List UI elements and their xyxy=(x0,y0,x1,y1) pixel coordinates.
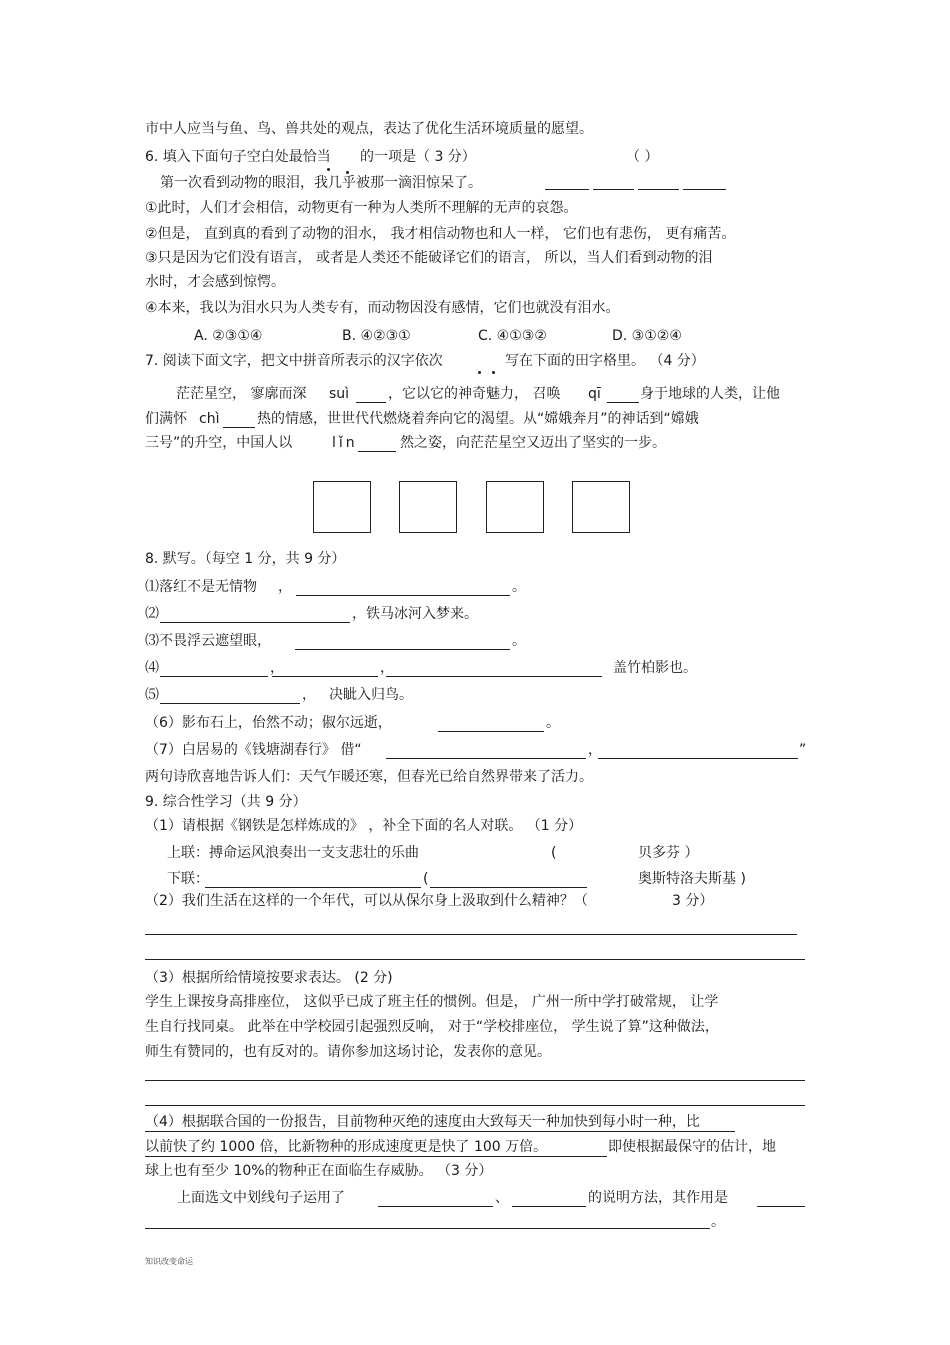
q6-sentence-3b: 水时，才会感到惊愕。 xyxy=(145,274,285,290)
q9-blank-couplet[interactable] xyxy=(205,887,421,888)
q9-p3-text-3: 师生有赞同的，也有反对的。请你参加这场讨论，发表你的意见。 xyxy=(145,1044,551,1060)
q9-p4d2: 、 xyxy=(495,1190,509,1206)
emphasis-dot xyxy=(492,371,495,374)
q8-l3b: 。 xyxy=(512,633,526,649)
q9-p3-text-2: 生自行找同桌。 此举在中学校园引起强烈反响， 对于“学校排座位， 学生说了算”这种做法， xyxy=(145,1019,719,1035)
q8-l7a: （7）白居易的《钱塘湖春行》 借“ xyxy=(145,742,362,758)
q7-stem: 7. 阅读下面文字，把文中拼音所表示的汉字依次 xyxy=(145,353,443,369)
pinyin-sui: suì xyxy=(329,386,350,402)
q7-p3a: 三号”的升空，中国人以 xyxy=(145,435,293,451)
q7-blank-qi[interactable] xyxy=(607,402,639,403)
q9-p3-text-1: 学生上课按身高排座位， 这似乎已成了班主任的惯例。但是， 广州一所中学打破常规， 让学 xyxy=(145,994,719,1010)
q8-l7c: ” xyxy=(799,742,807,758)
q6-option-c[interactable]: C. ④①③② xyxy=(478,328,547,344)
intro-line: 市中人应当与鱼、鸟、兽共处的观点，表达了优化生活环境质量的愿望。 xyxy=(145,121,593,137)
q9-p1: （1）请根据《钢铁是怎样炼成的》 ，补全下面的名人对联。 （1 分） xyxy=(145,818,583,834)
q7-blank-chi[interactable] xyxy=(223,427,255,428)
q9-stem: 9. 综合性学习（共 9 分） xyxy=(145,794,307,810)
q6-sentence-1: ①此时，人们才会相信，动物更有一种为人类所不理解的无声的哀怨。 xyxy=(145,200,578,216)
emphasis-dot xyxy=(327,168,330,171)
q9-p3: （3）根据所给情境按要求表达。 (2 分) xyxy=(145,970,393,986)
q8-l2a: ⑵ xyxy=(145,606,159,622)
q8-blank-7b[interactable] xyxy=(598,758,798,759)
q7-p1c: 身于地球的人类，让他 xyxy=(640,386,780,402)
q9-couplet-up-name: 贝多芬 ） xyxy=(638,845,699,861)
q9-couplet-down-paren: ( xyxy=(423,871,429,887)
q9-p4c: 球上也有至少 10%的物种正在面临生存威胁。 （3 分） xyxy=(145,1163,493,1179)
q9-blank-effect-2[interactable] xyxy=(145,1228,710,1229)
q9-p4d: 上面选文中划线句子运用了 xyxy=(177,1190,345,1206)
pinyin-chi: chì xyxy=(199,411,220,427)
q9-p4-underline-2 xyxy=(145,1156,607,1157)
q7-p3b: 然之姿，向茫茫星空又迈出了坚实的一步。 xyxy=(400,435,666,451)
q6-sentence-4: ④本来，我以为泪水只为人类专有，而动物因没有感情，它们也就没有泪水。 xyxy=(145,300,620,316)
q6-option-b[interactable]: B. ④②③① xyxy=(342,328,411,344)
q8-l3a: ⑶不畏浮云遮望眼， xyxy=(145,633,271,649)
tianzige-box-2[interactable] xyxy=(399,481,457,533)
q8-l1a: ⑴落红不是无情物 xyxy=(145,579,257,595)
pinyin-qi: qī xyxy=(588,386,601,402)
q7-p1b: ，它以它的神奇魅力， 召唤 xyxy=(388,386,561,402)
q9-answer-line-2a[interactable] xyxy=(145,934,797,935)
q9-couplet-down: 下联： xyxy=(167,871,209,887)
q9-p4-underline-1 xyxy=(145,1131,735,1132)
q6-stem: 6. 填入下面句子空白处最恰当 xyxy=(145,149,331,165)
q6-blank-3[interactable] xyxy=(638,189,679,190)
q8-l7b: ， xyxy=(588,742,602,758)
q9-blank-effect-1[interactable] xyxy=(757,1206,805,1207)
q6-blank-4[interactable] xyxy=(683,189,726,190)
q9-couplet-up-paren: ( xyxy=(551,845,557,861)
q8-l6a: （6）影布石上，佁然不动；俶尔远逝， xyxy=(145,715,392,731)
q8-blank-5[interactable] xyxy=(160,703,300,704)
q9-p4b: 以前快了约 1000 倍，比新物种的形成速度更是快了 100 万倍。 xyxy=(145,1139,548,1155)
q8-blank-1[interactable] xyxy=(296,595,510,596)
q8-l4b: ， xyxy=(270,660,284,676)
q6-option-a[interactable]: A. ②③①④ xyxy=(194,328,263,344)
q9-p4b2: 即使根据最保守的估计，地 xyxy=(608,1139,776,1155)
q9-answer-line-3a[interactable] xyxy=(145,1080,805,1081)
q9-p4a: （4）根据联合国的一份报告，目前物种灭绝的速度由大致每天一种加快到每小时一种，比 xyxy=(145,1114,700,1130)
q7-p2a: 们满怀 xyxy=(145,411,187,427)
q8-blank-4b[interactable] xyxy=(272,676,378,677)
q6-answer-paren[interactable]: （ ） xyxy=(626,149,659,165)
q6-sentence-2: ②但是， 直到真的看到了动物的泪水， 我才相信动物也和人一样， 它们也有悲伤， 更有痛苦。 xyxy=(145,226,736,242)
q9-answer-line-2b[interactable] xyxy=(145,959,805,960)
q8-blank-6[interactable] xyxy=(438,731,544,732)
q8-l4a: ⑷ xyxy=(145,660,159,676)
q9-blank-method-2[interactable] xyxy=(512,1206,586,1207)
q8-l4c: ， xyxy=(380,660,394,676)
q8-l5a: ⑸ xyxy=(145,687,159,703)
page-footer: 知识改变命运 xyxy=(145,1257,193,1266)
q9-p2-score: 3 分） xyxy=(672,893,714,909)
q7-p1a: 茫茫星空， 寥廓而深 xyxy=(176,386,307,402)
q8-blank-3[interactable] xyxy=(295,649,510,650)
emphasis-dot xyxy=(478,371,481,374)
q9-p4e: 。 xyxy=(711,1214,725,1230)
q9-p4d3: 的说明方法，其作用是 xyxy=(588,1190,728,1206)
q7-stem-2: 写在下面的田字格里。 （4 分） xyxy=(505,353,705,369)
q6-option-d[interactable]: D. ③①②④ xyxy=(612,328,682,344)
q9-couplet-up: 上联：搏命运风浪奏出一支支悲壮的乐曲 xyxy=(167,845,419,861)
tianzige-box-4[interactable] xyxy=(572,481,630,533)
q7-blank-lin[interactable] xyxy=(358,451,396,452)
q6-lead: 第一次看到动物的眼泪，我几乎被那一滴泪惊呆了。 xyxy=(160,175,482,191)
q9-couplet-down-name: 奥斯特洛夫斯基 ) xyxy=(638,871,746,887)
q8-stem: 8. 默写。（每空 1 分，共 9 分） xyxy=(145,551,346,567)
q6-sentence-3a: ③只是因为它们没有语言， 或者是人类还不能破译它们的语言， 所以，当人们看到动物的泪 xyxy=(145,250,713,266)
pinyin-lin: lǐn xyxy=(332,435,358,451)
q8-blank-7a[interactable] xyxy=(386,758,586,759)
q6-blank-1[interactable] xyxy=(545,189,589,190)
q8-blank-2[interactable] xyxy=(160,622,350,623)
q8-l7d: 两句诗欣喜地告诉人们：天气乍暖还寒，但春光已给自然界带来了活力。 xyxy=(145,769,593,785)
q6-stem-2: 的一项是（ 3 分） xyxy=(360,149,476,165)
q8-blank-4a[interactable] xyxy=(160,676,268,677)
q8-l1b: ， xyxy=(278,579,292,595)
q8-l4d: 盖竹柏影也。 xyxy=(613,660,697,676)
q6-blank-2[interactable] xyxy=(593,189,634,190)
q9-blank-method-1[interactable] xyxy=(378,1206,493,1207)
q8-l5b: ， xyxy=(302,687,316,703)
q8-l6b: 。 xyxy=(546,715,560,731)
q8-l5c: 决眦入归鸟。 xyxy=(329,687,413,703)
q7-blank-sui[interactable] xyxy=(356,402,386,403)
q7-p2b: 热的情感，世世代代燃烧着奔向它的渴望。从“嫦娥奔月”的神话到“嫦娥 xyxy=(257,411,699,427)
tianzige-box-1[interactable] xyxy=(313,481,371,533)
q9-answer-line-3b[interactable] xyxy=(145,1105,805,1106)
q9-blank-couplet-2[interactable] xyxy=(430,887,587,888)
q8-l1c: 。 xyxy=(512,579,526,595)
tianzige-box-3[interactable] xyxy=(486,481,544,533)
q8-blank-4c[interactable] xyxy=(386,676,602,677)
q9-p2: （2）我们生活在这样的一个年代，可以从保尔身上汲取到什么精神？（ xyxy=(145,893,588,909)
q8-l2b: ，铁马冰河入梦来。 xyxy=(352,606,478,622)
